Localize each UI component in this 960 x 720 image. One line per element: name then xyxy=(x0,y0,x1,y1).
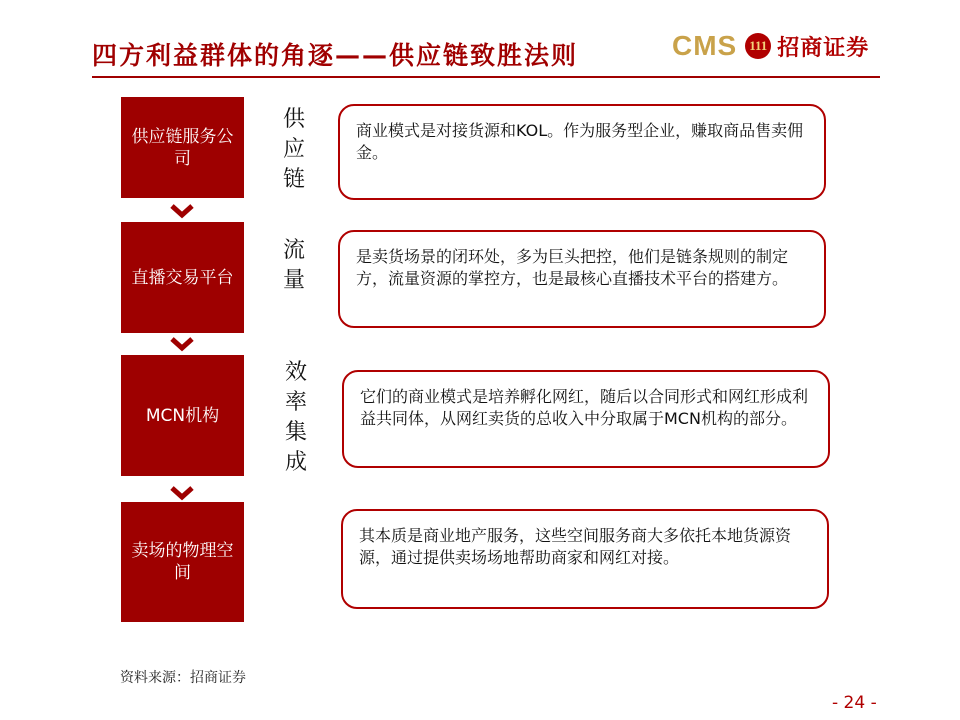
chevron-down-icon xyxy=(169,485,195,501)
company-logo xyxy=(672,30,869,62)
description-live-platform: 是卖货场景的闭环处，多为巨头把控，他们是链条规则的制定方，流量资源的掌控方，也是最核心直播技术平台的搭建方。 xyxy=(338,230,826,328)
source-note: 资料来源：招商证券 xyxy=(120,670,246,686)
page-title: 四方利益群体的角逐——供应链致胜法则 xyxy=(92,41,579,70)
page-number: - 24 - xyxy=(832,693,877,713)
logo-cms-text: CMS xyxy=(672,30,738,61)
description-supply-chain: 商业模式是对接货源和KOL。作为服务型企业，赚取商品售卖佣金。 xyxy=(338,104,826,200)
stage-box-mcn: MCN机构 xyxy=(121,355,244,476)
side-label-efficiency: 效率集成 xyxy=(284,360,307,475)
chevron-down-icon xyxy=(169,336,195,352)
description-physical-venue: 其本质是商业地产服务，这些空间服务商大多依托本地货源资源，通过提供卖场场地帮助商家和网红对接。 xyxy=(341,509,829,609)
chevron-down-icon xyxy=(169,203,195,219)
stage-box-live-platform: 直播交易平台 xyxy=(121,222,244,333)
title-underline xyxy=(92,76,880,78)
stage-box-physical-venue: 卖场的物理空间 xyxy=(121,502,244,622)
side-label-traffic: 流量 xyxy=(282,238,305,293)
logo-badge-icon: 111 xyxy=(745,33,771,59)
stage-box-supply-chain-service: 供应链服务公司 xyxy=(121,97,244,198)
description-mcn: 它们的商业模式是培养孵化网红，随后以合同形式和网红形成利益共同体，从网红卖货的总收入中分取属于MCN机构的部分。 xyxy=(342,370,830,468)
side-label-supply-chain: 供应链 xyxy=(282,107,305,192)
logo-company-name: 招商证券 xyxy=(777,35,870,61)
